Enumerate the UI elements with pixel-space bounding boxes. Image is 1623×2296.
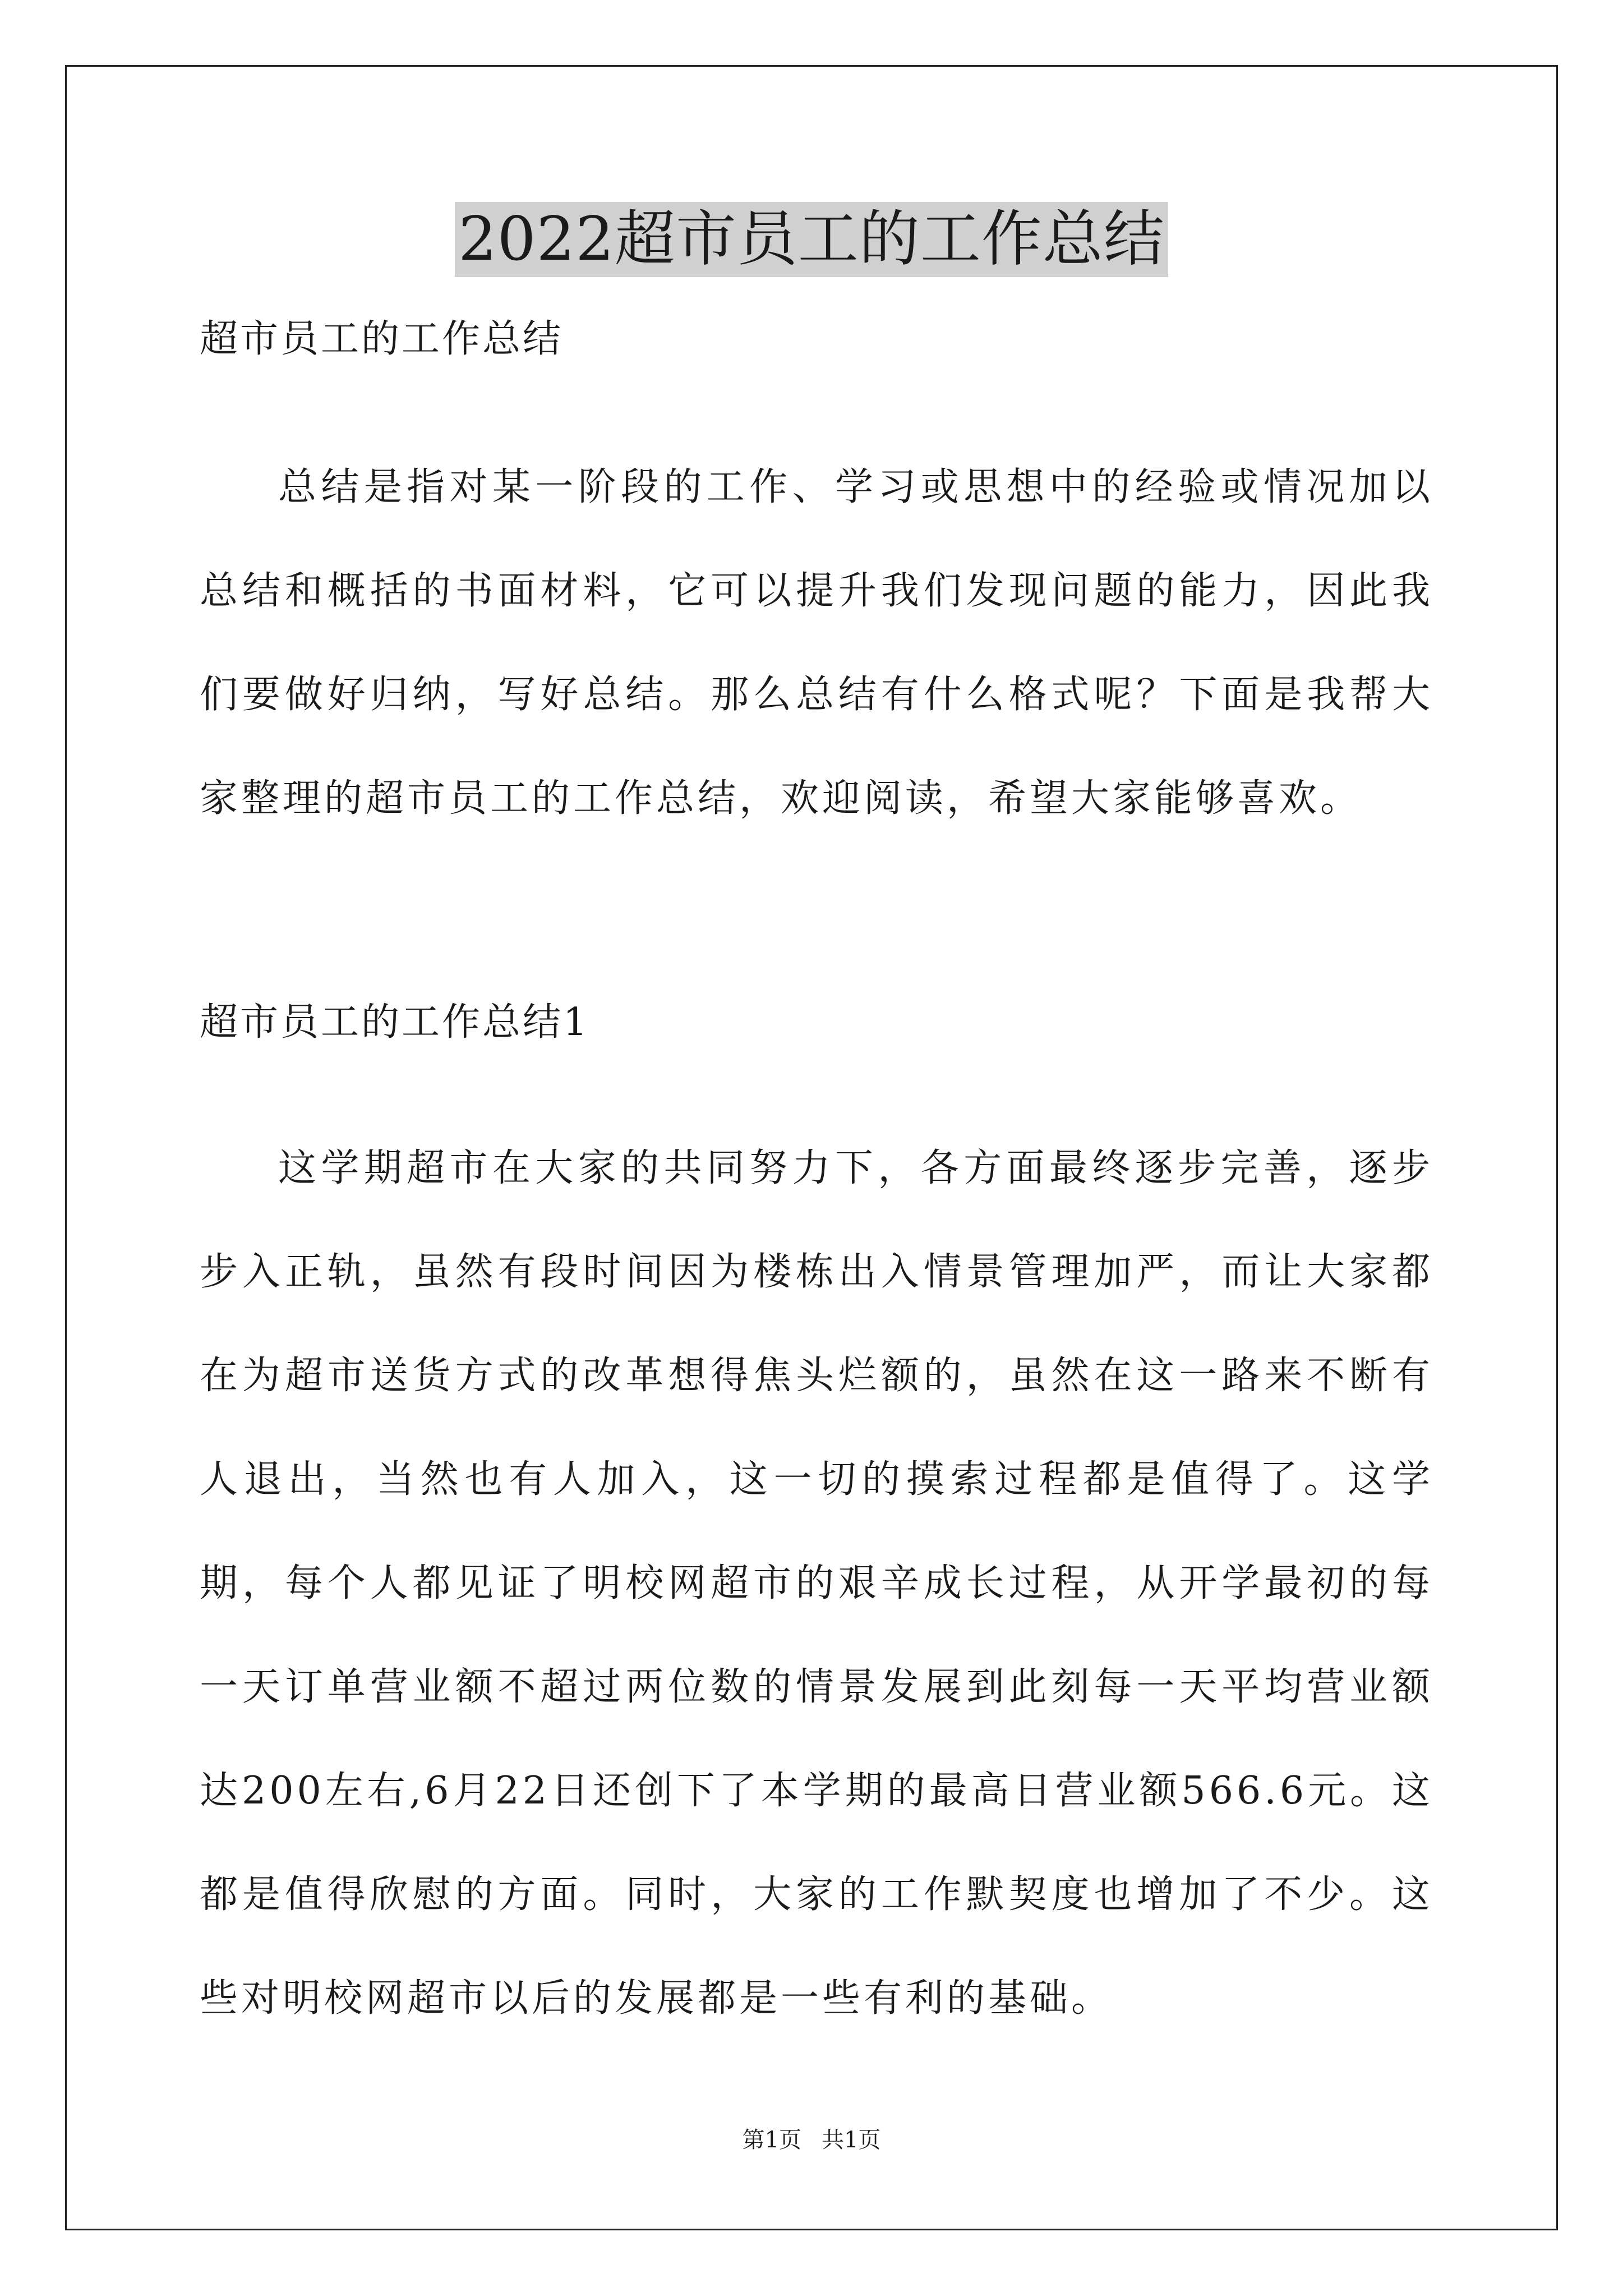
subtitle-block bbox=[200, 317, 1433, 362]
page-total: 共1页 bbox=[822, 2127, 881, 2153]
intro-paragraph: 总结是指对某一阶段的工作、学习或思想中的经验或情况加以总结和概括的书面材料，它可以提升我们发现问题的能力，因此我们要做好归纳，写好总结。那么总结有什么格式呢？下面是我帮大家整理的超市员工的工作总结，欢迎阅读，希望大家能够喜欢。 bbox=[200, 465, 1433, 821]
page-current: 第1页 bbox=[742, 2127, 801, 2153]
title-container bbox=[0, 202, 1623, 277]
page-footer bbox=[0, 2126, 1623, 2154]
section1-paragraph: 这学期超市在大家的共同努力下，各方面最终逐步完善，逐步步入正轨，虽然有段时间因为楼栋出入情景管理加严，而让大家都在为超市送货方式的改革想得焦头烂额的，虽然在这一路来不断有人退出，当然也有人加入，这一切的摸索过程都是值得了。这学期，每个人都见证了明校网超市的艰辛成长过程，从开学最初的每一天订单营业额不超过两位数的情景发展到此刻每一天平均营业额达200左右,6月22日还创下了本学期的最高日营业额566.6元。这都是值得欣慰的方面。同时，大家的工作默契度也增加了不少。这些对明校网超市以后的发展都是一些有利的基础。 bbox=[200, 1146, 1433, 2021]
document-title: 2022超市员工的工作总结 bbox=[455, 202, 1168, 277]
section1-heading-block bbox=[200, 1000, 1433, 1045]
document-subtitle: 超市员工的工作总结 bbox=[200, 317, 564, 361]
section1-heading: 超市员工的工作总结1 bbox=[200, 1000, 590, 1045]
section1-body-block bbox=[200, 1116, 1433, 2050]
intro-block bbox=[200, 435, 1433, 850]
